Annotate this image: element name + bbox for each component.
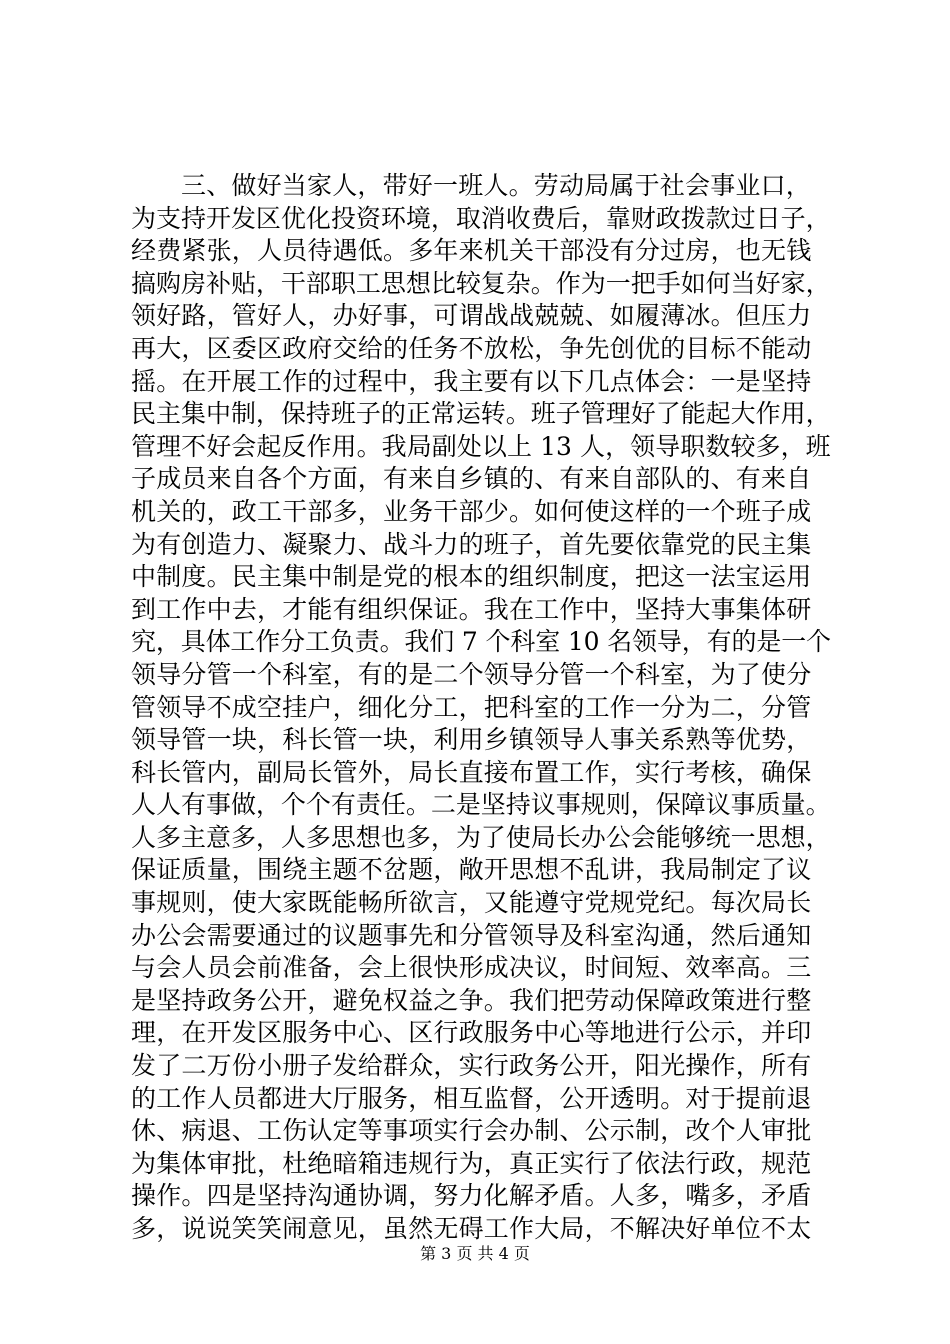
text-line: 多，说说笑笑闹意见，虽然无碍工作大局，不解决好单位不太 [131,1214,812,1243]
text-line: 再大，区委区政府交给的任务不放松，争先创优的目标不能动 [131,333,812,363]
page-number-footer: 第 3 页 共 4 页 [420,1244,530,1263]
text-line: 是坚持政务公开，避免权益之争。我们把劳动保障政策进行整 [131,985,812,1015]
text-line: 领导分管一个科室，有的是二个领导分管一个科室，为了使分 [131,659,812,689]
text-line: 事规则，使大家既能畅所欲言，又能遵守党规党纪。每次局长 [131,888,812,918]
text-line: 中制度。民主集中制是党的根本的组织制度，把这一法宝运用 [131,562,812,592]
text-line: 到工作中去，才能有组织保证。我在工作中，坚持大事集体研 [131,594,812,624]
text-line: 子成员来自各个方面，有来自乡镇的、有来自部队的、有来自 [131,464,812,494]
text-line: 机关的，政工干部多，业务干部少。如何使这样的一个班子成 [131,496,812,526]
text-line: 与会人员会前准备，会上很快形成决议，时间短、效率高。三 [131,953,812,983]
text-line: 领导管一块，科长管一块，利用乡镇领导人事关系熟等优势， [131,725,812,755]
text-line: 为支持开发区优化投资环境，取消收费后，靠财政拨款过日子， [131,203,831,233]
text-line: 摇。在开展工作的过程中，我主要有以下几点体会：一是坚持 [131,366,812,396]
text-line: 的工作人员都进大厅服务，相互监督，公开透明。对于提前退 [131,1083,812,1113]
text-line: 为集体审批，杜绝暗箱违规行为，真正实行了依法行政，规范 [131,1148,812,1178]
text-line: 经费紧张，人员待遇低。多年来机关干部没有分过房，也无钱 [131,236,812,266]
body-paragraph [131,170,831,1246]
text-line: 操作。四是坚持沟通协调，努力化解矛盾。人多，嘴多，矛盾 [131,1181,812,1211]
text-line: 为有创造力、凝聚力、战斗力的班子，首先要依靠党的民主集 [131,529,812,559]
text-line: 究，具体工作分工负责。我们 7 个科室 10 名领导，有的是一个 [131,627,831,657]
text-line: 管理不好会起反作用。我局副处以上 13 人，领导职数较多，班 [131,431,831,461]
text-line: 休、病退、工伤认定等事项实行会办制、公示制，改个人审批 [131,1116,812,1146]
text-line: 办公会需要通过的议题事先和分管领导及科室沟通，然后通知 [131,920,812,950]
text-line: 人人有事做，个个有责任。二是坚持议事规则，保障议事质量。 [131,790,831,820]
text-line: 科长管内，副局长管外，局长直接布置工作，实行考核，确保 [131,757,812,787]
text-line: 理，在开发区服务中心、区行政服务中心等地进行公示，并印 [131,1018,812,1048]
text-line: 发了二万份小册子发给群众，实行政务公开，阳光操作，所有 [131,1051,812,1081]
text-line: 保证质量，围绕主题不岔题，敞开思想不乱讲，我局制定了议 [131,855,812,885]
text-line: 领好路，管好人，办好事，可谓战战兢兢、如履薄冰。但压力 [131,301,812,331]
text-line: 民主集中制，保持班子的正常运转。班子管理好了能起大作用， [131,399,831,429]
text-line: 三、做好当家人，带好一班人。劳动局属于社会事业口， [181,171,812,200]
text-line: 搞购房补贴，干部职工思想比较复杂。作为一把手如何当好家， [131,268,831,298]
text-line: 管领导不成空挂户，细化分工，把科室的工作一分为二，分管 [131,692,812,722]
text-line: 人多主意多，人多思想也多，为了使局长办公会能够统一思想， [131,822,831,852]
